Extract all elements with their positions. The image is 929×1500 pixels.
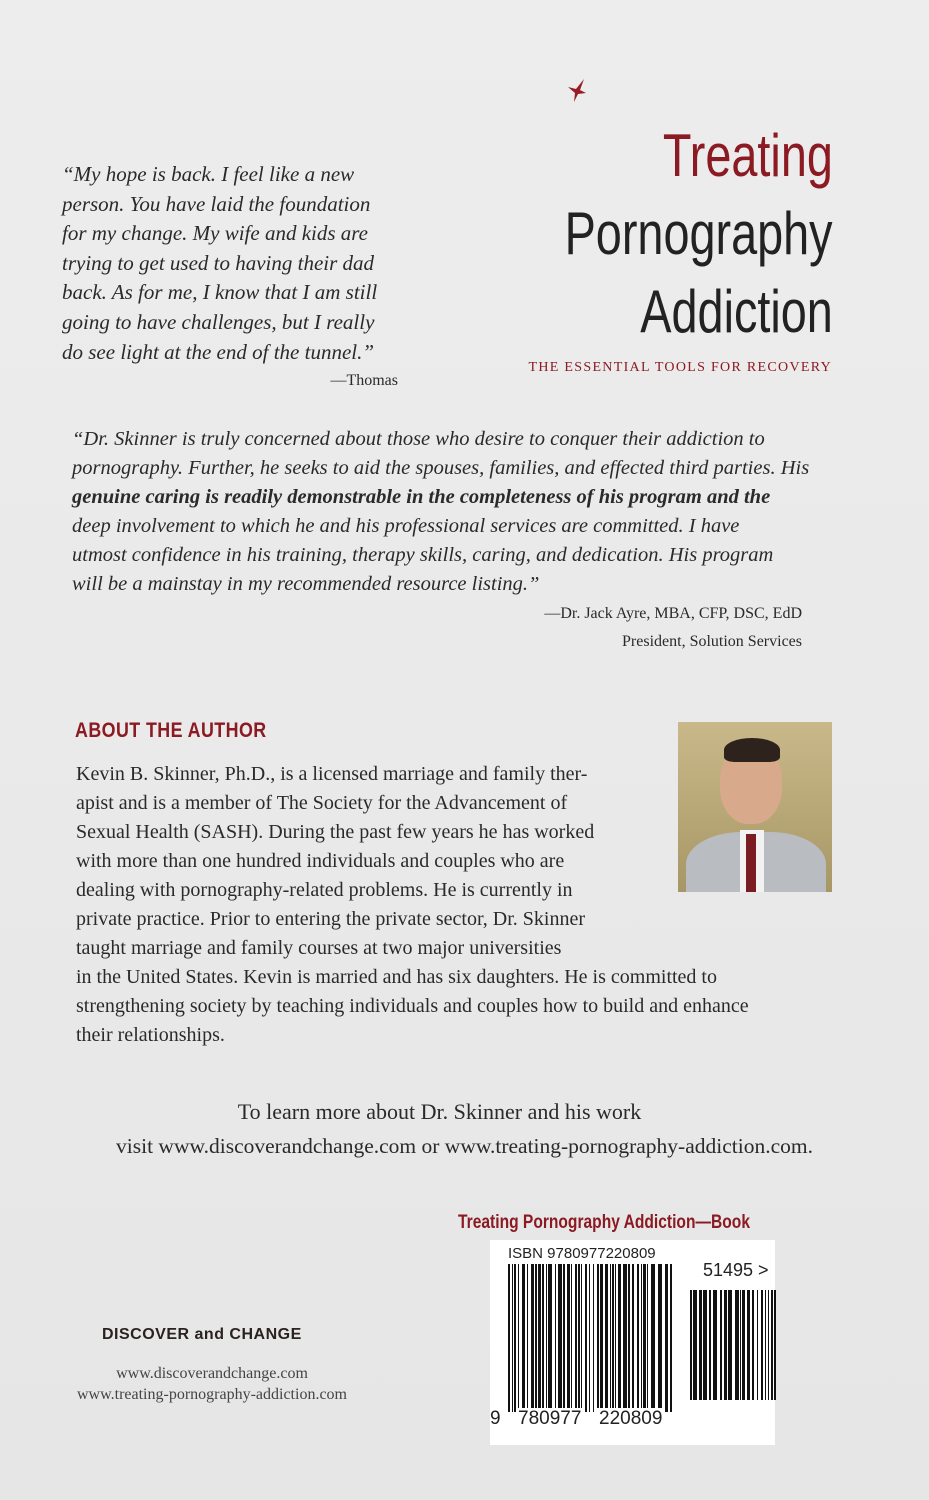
bio-line: dealing with pornography-related problems. He is currently in — [76, 879, 573, 901]
isbn-text: ISBN 9780977220809 — [508, 1245, 656, 1262]
quote-line: “Dr. Skinner is truly concerned about those who desire to conquer their addiction to — [72, 428, 765, 450]
isbn-barcode — [508, 1264, 672, 1412]
barcode-digits-right: 220809 — [599, 1408, 663, 1429]
barcode-bar — [618, 1264, 621, 1412]
barcode-bar — [713, 1290, 717, 1400]
barcode-bar — [585, 1264, 587, 1412]
bio-line: Kevin B. Skinner, Ph.D., is a licensed marriage and family ther- — [76, 763, 588, 785]
barcode-bar — [623, 1264, 627, 1412]
barcode-bar — [742, 1290, 745, 1400]
title-line-2: Pornography — [565, 200, 833, 267]
barcode-bar — [658, 1264, 662, 1412]
barcode-bar — [728, 1290, 732, 1400]
barcode-bar — [548, 1264, 552, 1412]
quote-line: do see light at the end of the tunnel.” — [62, 339, 375, 364]
barcode-bar — [546, 1264, 547, 1412]
barcode-bar — [522, 1264, 525, 1412]
barcode-bar — [637, 1264, 639, 1412]
quote-line: trying to get used to having their dad — [62, 250, 375, 275]
about-heading: ABOUT THE AUTHOR — [75, 719, 267, 742]
learn-more-line: visit www.discoverandchange.com or www.treating-pornography-addiction.com. — [116, 1134, 813, 1158]
barcode-bar — [703, 1290, 707, 1400]
barcode-bar — [693, 1290, 697, 1400]
barcode-bar — [651, 1264, 655, 1412]
barcode-bar — [641, 1264, 642, 1412]
barcode-bar — [690, 1290, 692, 1400]
barcode-bar — [752, 1290, 754, 1400]
barcode-bar — [724, 1290, 727, 1400]
price-code: 51495 > — [703, 1260, 769, 1280]
quote-line: will be a mainstay in my recommended resource listing.” — [72, 573, 540, 595]
barcode-bar — [563, 1264, 565, 1412]
bio-line: with more than one hundred individuals and couples who are — [76, 850, 565, 872]
bio-line: their relationships. — [76, 1024, 225, 1046]
barcode-bar — [581, 1264, 582, 1412]
barcode-bar — [600, 1264, 603, 1412]
bio-line: private practice. Prior to entering the private sector, Dr. Skinner — [76, 908, 586, 930]
price-barcode — [690, 1290, 776, 1400]
quote-line: for my change. My wife and kids are — [62, 221, 368, 246]
quote-line: person. You have laid the foundation — [62, 191, 371, 216]
quote-line: pornography. Further, he seeks to aid the spouses, families, and effected third parties. His — [72, 457, 810, 479]
barcode-bar — [558, 1264, 562, 1412]
publisher-url: www.treating-pornography-addiction.com — [77, 1386, 347, 1403]
author-bio — [76, 760, 749, 1050]
quote-attribution: —Dr. Jack Ayre, MBA, CFP, DSC, EdD — [544, 605, 802, 622]
barcode-bar — [747, 1290, 750, 1400]
barcode-bar — [514, 1264, 516, 1412]
barcode-bar — [518, 1264, 519, 1412]
barcode-bar — [643, 1264, 646, 1412]
barcode-bar — [612, 1264, 614, 1412]
barcode-bar — [597, 1264, 599, 1412]
quote-line: back. As for me, I know that I am still — [62, 280, 378, 305]
barcode-bar — [571, 1264, 572, 1412]
barcode-bar — [774, 1290, 776, 1400]
testimonial-thomas — [62, 160, 377, 367]
quote-attribution: —Thomas — [330, 372, 398, 389]
barcode-digit-first: 9 — [490, 1408, 501, 1429]
barcode-bar — [567, 1264, 570, 1412]
barcode-bar — [709, 1290, 711, 1400]
quote-line: genuine caring is readily demonstrable in the completeness of his program and the — [72, 486, 771, 508]
barcode-bar — [665, 1264, 668, 1412]
learn-more-line: To learn more about Dr. Skinner and his work — [237, 1099, 642, 1124]
title-line-1: Treating — [663, 122, 833, 189]
testimonial-ayre — [72, 425, 809, 599]
publisher-logo-text: DISCOVER and CHANGE — [102, 1326, 302, 1343]
barcode-bar — [699, 1290, 702, 1400]
barcode-bar — [508, 1264, 510, 1412]
barcode-bar — [589, 1264, 590, 1412]
barcode-bar — [628, 1264, 630, 1412]
barcode-bar — [757, 1290, 758, 1400]
barcode-bar — [531, 1264, 534, 1412]
barcode-bar — [761, 1290, 763, 1400]
quote-line: “My hope is back. I feel like a new — [62, 162, 355, 186]
barcode-bar — [765, 1290, 766, 1400]
barcode-bar — [771, 1290, 773, 1400]
barcode-label: Treating Pornography Addiction—Book — [458, 1212, 750, 1233]
barcode-bar — [512, 1264, 513, 1412]
quote-line: going to have challenges, but I really — [62, 309, 375, 334]
quote-affiliation: President, Solution Services — [622, 633, 802, 650]
quote-line: deep involvement to which he and his professional services are committed. I have — [72, 515, 740, 537]
learn-more — [0, 1095, 929, 1163]
barcode-bar — [632, 1264, 634, 1412]
bio-line: strengthening society by teaching individuals and couples how to build and enhance — [76, 995, 749, 1017]
barcode-bar — [735, 1290, 739, 1400]
quote-line: utmost confidence in his training, therapy skills, caring, and dedication. His program — [72, 544, 774, 566]
barcode-bar — [647, 1264, 648, 1412]
publisher-urls — [0, 1363, 424, 1405]
bio-line: Sexual Health (SASH). During the past few years he has worked — [76, 821, 595, 843]
title-line-3: Addiction — [640, 278, 833, 345]
publisher-url: www.discoverandchange.com — [116, 1365, 308, 1382]
barcode-bar — [670, 1264, 672, 1412]
barcode-bar — [575, 1264, 577, 1412]
publisher-logo — [102, 1326, 302, 1344]
barcode-bar — [578, 1264, 580, 1412]
barcode-bar — [610, 1264, 611, 1412]
barcode-bar — [720, 1290, 722, 1400]
subtitle: THE ESSENTIAL TOOLS FOR RECOVERY — [528, 360, 832, 375]
barcode-bar — [768, 1290, 769, 1400]
barcode-bar — [538, 1264, 541, 1412]
barcode-bar — [542, 1264, 544, 1412]
barcode-bar — [615, 1264, 616, 1412]
barcode-bar — [593, 1264, 594, 1412]
barcode-bar — [740, 1290, 741, 1400]
barcode-digits-left: 780977 — [518, 1408, 582, 1429]
bird-icon — [566, 77, 588, 103]
barcode-bar — [535, 1264, 537, 1412]
barcode-bar — [605, 1264, 608, 1412]
bio-line: apist and is a member of The Society for the Advancement of — [76, 792, 568, 814]
barcode-bar — [527, 1264, 528, 1412]
bio-line: in the United States. Kevin is married and has six daughters. He is committed to — [76, 966, 717, 988]
bio-line: taught marriage and family courses at two major universities — [76, 937, 562, 959]
barcode-bar — [555, 1264, 556, 1412]
